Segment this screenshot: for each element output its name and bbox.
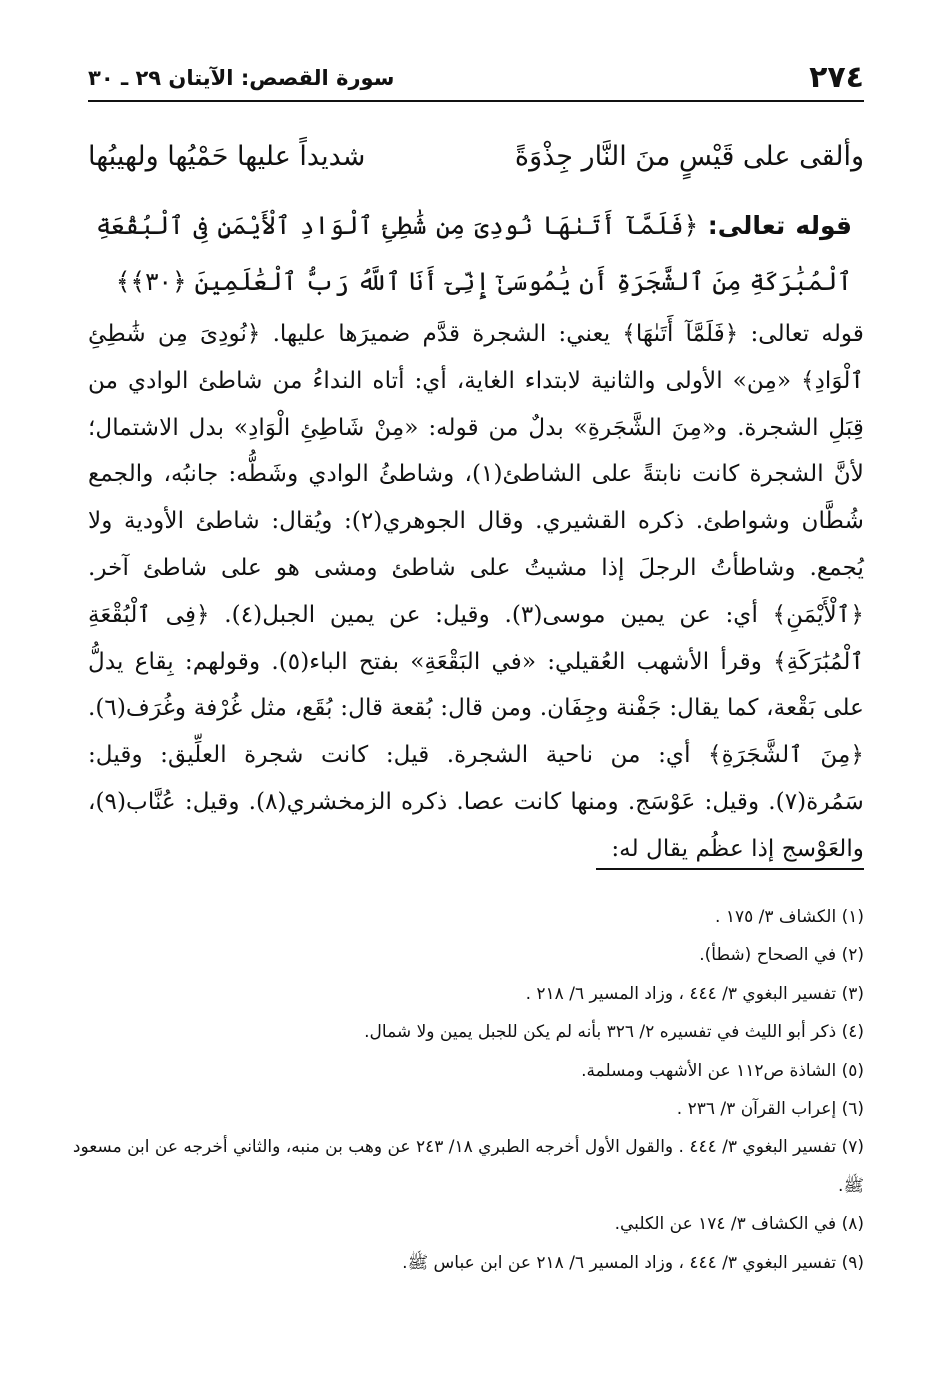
footnote-item: (٥) الشاذة ص١١٢ عن الأشهب ومسلمة. bbox=[581, 1060, 864, 1081]
footnote-item: (٧) تفسير البغوي ٣/ ٤٤٤ . والقول الأول أخرجه الطبري ١٨/ ٢٤٣ عن وهب بن منبه، والثاني أخرجه عن ابن مسعود ﷺ. bbox=[72, 1137, 864, 1196]
footnote-item: (٦) إعراب القرآن ٣/ ٢٣٦ . bbox=[676, 1099, 864, 1120]
footnote-item: (١) الكشاف ٣/ ١٧٥ . bbox=[715, 907, 864, 927]
footnote-item: (٤) ذكر أبو الليث في تفسيره ٢/ ٣٢٦ بأنه لم يكن للجبل يمين ولا شمال. bbox=[364, 1022, 864, 1043]
footnote-item: (٨) في الكشاف ٣/ ١٧٤ عن الكلبي. bbox=[614, 1214, 864, 1235]
quran-verse-block bbox=[96, 198, 852, 310]
page-header bbox=[88, 58, 864, 98]
poetry-verse bbox=[88, 134, 864, 180]
footnote-item: (٣) تفسير البغوي ٣/ ٤٤٤ ، وزاد المسير ٦/ ٢١٨ . bbox=[525, 983, 864, 1004]
poetry-first-hemistich: وألقى على قَيْسٍ منَ النَّار جِذْوَةً bbox=[514, 141, 864, 172]
verse-lead: قوله تعالى: bbox=[707, 211, 853, 240]
quran-verse-text: ﴿فَلَمَّآ أَتَىٰهَا نُودِىَ مِن شَٰطِئِ ٱلْوَادِ ٱلْأَيْمَنِ فِى ٱلْبُقْعَةِ ٱلْمُبَٰرَكَةِ مِنَ ٱلشَّجَرَةِ أَن يَٰمُوسَىٰٓ إِنِّىٓ أَنَا ٱللَّهُ رَبُّ ٱلْعَٰلَمِينَ ﴿٣٠﴾﴾ bbox=[96, 211, 852, 296]
footnote-item: (٢) في الصحاح (شطأ). bbox=[699, 945, 864, 966]
commentary-text: قوله تعالى: ﴿فَلَمَّآ أَتَىٰهَا﴾ يعني: الشجرة قدَّم ضميرَها عليها. ﴿نُودِىَ مِن شَٰطِئِ ٱلْوَادِ﴾ «مِن» الأولى والثانية لابتداء الغاية، أي: أتاه النداءُ من شاطئ الوادي من قِبَلِ الشجرة. و«مِنَ الشَّجَرةِ» بدلٌ من قوله: «مِنْ شَاطِئِ الْوَادِ» بدل الاشتمال؛ لأنَّ الشجرة كانت نابتةً على الشاطئ(١)، وشاطئُ الوادي وشَطُّه: جانبُه، والجمع شُطَّان وشواطئ. ذكره القشيري. وقال الجوهري(٢): ويُقال: شاطئ الأودية ولا يُجمع. وشاطأتُ الرجلَ إذا مشيتُ على شاطئ ومشى هو على شاطئ آخر. ﴿ٱلْأَيْمَنِ﴾ أي: عن يمين موسى(٣). وقيل: عن يمين الجبل(٤). ﴿فِى ٱلْبُقْعَةِ ٱلْمُبَٰرَكَةِ﴾ وقرأ الأشهب العُقيلي: «في البَقْعَةِ» بفتح الباء(٥). وقولهم: بِقاع يدلُّ على بَقْعة، كما يقال: جَفْنة وجِفَان. ومن قال: بُقعة قال: بُقَع، مثل غُرْفة وغُرَف(٦). ﴿مِنَ ٱلشَّجَرَةِ﴾ أي: من ناحية الشجرة. قيل: كانت شجرة العلِّيق: وقيل: سَمُرة(٧). وقيل: عَوْسَج. ومنها كانت عصا. ذكره الزمخشري(٨). وقيل: عُنَّاب(٩)، والعَوْسج إذا عظُم يقال له: bbox=[88, 320, 865, 862]
footnote-item: (٩) تفسير البغوي ٣/ ٤٤٤ ، وزاد المسير ٦/ ٢١٨ عن ابن عباس ﷺ. bbox=[402, 1252, 864, 1273]
footnotes-list bbox=[70, 898, 864, 1282]
page-number: ٢٧٤ bbox=[809, 60, 864, 95]
footnote-rule bbox=[596, 868, 864, 870]
running-title: سورة القصص: الآيتان ٢٩ ـ ٣٠ bbox=[88, 66, 395, 90]
poetry-second-hemistich: شديداً عليها حَمْيُها ولهيبُها bbox=[88, 141, 366, 172]
header-rule bbox=[88, 100, 864, 102]
